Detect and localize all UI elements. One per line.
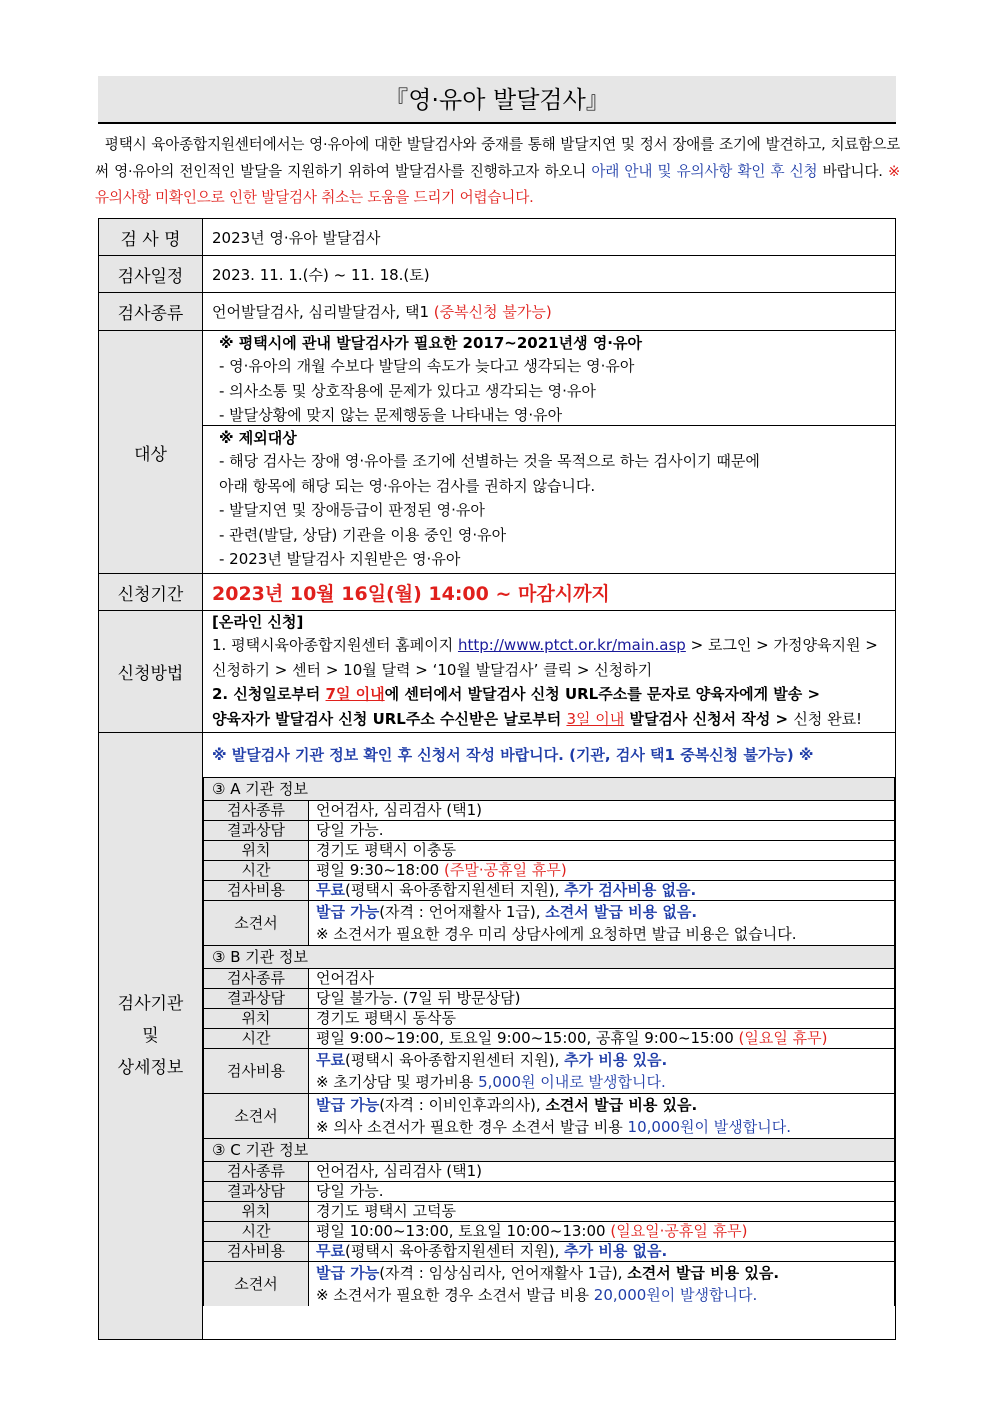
report-available: 발급 가능 [316, 1096, 380, 1114]
report-note: ※ 소견서가 필요한 경우 소견서 발급 비용 [316, 1286, 594, 1304]
label-method: 신청방법 [99, 611, 203, 733]
report-available: 발급 가능 [316, 1264, 380, 1282]
time-note: (일요일 휴무) [738, 1029, 828, 1047]
method-text: 신청 완료! [793, 709, 863, 728]
type-text: 언어발달검사, 심리발달검사, 택1 [212, 303, 434, 321]
cost-free: 무료 [316, 1242, 345, 1260]
label-result: 결과상담 [204, 989, 309, 1009]
cost-note: ※ 초기상담 및 평가비용 [316, 1073, 479, 1091]
inst-c-time [309, 1222, 895, 1242]
report-text: (자격 : 임상심리사, 언어재활사 1급), [379, 1264, 628, 1282]
time-text: 평일 9:30~18:00 [316, 861, 444, 879]
method-text: 양육자가 발달검사 신청 URL주소 수신받은 날로부터 [212, 709, 567, 728]
cost-extra: 추가 비용 없음. [564, 1242, 668, 1260]
row-target [99, 331, 896, 574]
target-head-2: ※ 제외대상 [219, 429, 297, 447]
label-result: 결과상담 [204, 821, 309, 841]
label-inst-2: 및 [142, 1026, 159, 1046]
label-institutions [99, 733, 203, 1340]
intro-warning: ※ 유의사항 미확인으로 인한 발달검사 취소는 도움을 드리기 어렵습니다. [95, 162, 900, 206]
value-type [203, 293, 896, 331]
report-cost: 소견서 발급 비용 없음. [545, 903, 698, 921]
target-head-1: ※ 평택시에 관내 발달검사가 필요한 2017~2021년생 영·유아 [219, 334, 642, 352]
value-period: 2023년 10월 16일(월) 14:00 ~ 마감시까지 [203, 574, 896, 611]
row-period [99, 574, 896, 611]
report-text: (자격 : 이비인후과의사), [379, 1096, 546, 1114]
inst-b-time [309, 1029, 895, 1049]
label-type: 검사종류 [99, 293, 203, 331]
inst-a-table [203, 777, 895, 1306]
exclude-item: - 관련(발달, 상담) 기관을 이용 중인 영·유아 [219, 525, 507, 544]
label-report: 소견서 [204, 901, 309, 946]
inst-b-result: 당일 불가능. (7일 뒤 방문상담) [309, 989, 895, 1009]
cost-text: (평택시 육아종합지원센터 지원), [344, 1051, 565, 1069]
time-note: (주말·공휴일 휴무) [444, 861, 567, 879]
inst-a-kind: 언어검사, 심리검사 (택1) [309, 801, 895, 821]
intro-text2: 바랍니다. [817, 162, 888, 180]
method-head: [온라인 신청] [212, 613, 304, 631]
label-cost: 검사비용 [204, 881, 309, 901]
report-note: ※ 의사 소견서가 필요한 경우 소견서 발급 비용 [316, 1118, 628, 1136]
label-time: 시간 [204, 861, 309, 881]
target-group-1 [203, 331, 895, 426]
cost-free: 무료 [316, 1051, 345, 1069]
exclude-item: - 발달지연 및 장애등급이 판정된 영·유아 [219, 501, 485, 519]
info-table [98, 218, 896, 1340]
report-cost: 소견서 발급 비용 있음. [545, 1096, 698, 1114]
label-kind: 검사종류 [204, 1162, 309, 1182]
inst-a-header: ③ A 기관 정보 [204, 778, 895, 801]
row-name [99, 219, 896, 256]
row-type [99, 293, 896, 331]
inst-c-result: 당일 가능. [309, 1182, 895, 1202]
exclude-item: - 2023년 발달검사 지원받은 영·유아 [219, 550, 461, 568]
cost-note-amount: 5,000원 이내로 발생합니다. [478, 1073, 666, 1091]
value-method [203, 611, 896, 733]
method-text: 에 센터에서 발달검사 신청 URL주소를 문자로 양육자에게 발송 > [384, 685, 821, 703]
deadline-3days: 3일 이내 [566, 709, 625, 728]
method-text: 발달검사 신청서 작성 > [624, 709, 794, 728]
intro-blue: 아래 안내 및 유의사항 확인 후 신청 [591, 162, 818, 180]
label-kind: 검사종류 [204, 969, 309, 989]
inst-notice: ※ 발달검사 기관 정보 확인 후 신청서 작성 바랍니다. (기관, 검사 택1 중복신청 불가능) ※ [212, 746, 814, 764]
inst-c-kind: 언어검사, 심리검사 (택1) [309, 1162, 895, 1182]
report-available: 발급 가능 [316, 903, 380, 921]
value-name: 2023년 영·유아 발달검사 [203, 219, 896, 256]
label-schedule: 검사일정 [99, 256, 203, 293]
time-text: 평일 9:00~19:00, 토요일 9:00~15:00, 공휴일 9:00~15:00 [316, 1029, 739, 1047]
report-note: ※ 소견서가 필요한 경우 미리 상담사에게 요청하면 발급 비용은 없습니다. [316, 925, 797, 943]
label-inst-3: 상세정보 [117, 1058, 184, 1078]
inst-c-header: ③ C 기관 정보 [204, 1139, 895, 1162]
value-institutions [203, 733, 896, 1340]
label-report: 소견서 [204, 1262, 309, 1307]
label-inst-1: 검사기관 [117, 994, 184, 1014]
exclude-item: 아래 항목에 해당 되는 영·유아는 검사를 권하지 않습니다. [219, 476, 596, 495]
value-target [203, 331, 896, 574]
target-item: - 의사소통 및 상호작용에 문제가 있다고 생각되는 영·유아 [219, 381, 596, 400]
method-line-3 [212, 682, 895, 707]
inst-a-location: 경기도 평택시 이충동 [309, 841, 895, 861]
row-method [99, 611, 896, 733]
inst-a-result: 당일 가능. [309, 821, 895, 841]
report-note-amount: 10,000원이 발생합니다. [627, 1118, 791, 1136]
inst-a-report [309, 901, 895, 946]
intro-paragraph [95, 132, 900, 212]
label-report: 소견서 [204, 1094, 309, 1139]
inst-c-location: 경기도 평택시 고덕동 [309, 1202, 895, 1222]
report-text: (자격 : 언어재활사 1급), [379, 903, 546, 921]
inst-c-cost [309, 1242, 895, 1262]
method-text: 1. 평택시육아종합지원센터 홈페이지 [212, 636, 458, 654]
row-institutions [99, 733, 896, 1340]
label-result: 결과상담 [204, 1182, 309, 1202]
label-cost: 검사비용 [204, 1049, 309, 1094]
inst-c-report [309, 1262, 895, 1307]
label-time: 시간 [204, 1029, 309, 1049]
method-line-1 [212, 633, 895, 658]
method-line-4 [212, 707, 895, 732]
homepage-link[interactable]: http://www.ptct.or.kr/main.asp [457, 636, 686, 654]
row-schedule [99, 256, 896, 293]
intro-text: 평택시 육아종합지원센터에서는 영·유아에 대한 발달검사와 중재를 통해 발달지연 및 정서 장애를 조기에 발견하고, 치료함으로써 영·유아의 전인적인 발달을 지원하기 위하여 발달검사를 진행하고자 하오니 [95, 136, 900, 180]
target-item: - 영·유아의 개월 수보다 발달의 속도가 늦다고 생각되는 영·유아 [219, 357, 635, 375]
label-location: 위치 [204, 1009, 309, 1029]
time-text: 평일 10:00~13:00, 토요일 10:00~13:00 [316, 1222, 611, 1240]
cost-text: (평택시 육아종합지원센터 지원), [344, 881, 565, 899]
method-line-2: 신청하기 > 센터 > 10월 달력 > ‘10월 발달검사’ 클릭 > 신청하기 [212, 660, 653, 679]
exclude-item: - 해당 검사는 장애 영·유아를 조기에 선별하는 것을 목적으로 하는 검사이기 때문에 [219, 452, 760, 470]
label-period: 신청기간 [99, 574, 203, 611]
inst-a-cost [309, 881, 895, 901]
cost-extra: 추가 비용 있음. [564, 1051, 668, 1069]
inst-b-cost [309, 1049, 895, 1094]
method-text: > 로그인 > 가정양육지원 > [685, 636, 878, 654]
label-location: 위치 [204, 1202, 309, 1222]
label-kind: 검사종류 [204, 801, 309, 821]
value-schedule: 2023. 11. 1.(수) ~ 11. 18.(토) [203, 256, 896, 293]
document-title: 『영·유아 발달검사』 [98, 76, 896, 124]
cost-text: (평택시 육아종합지원센터 지원), [344, 1242, 565, 1260]
inst-b-report [309, 1094, 895, 1139]
report-note-amount: 20,000원이 발생합니다. [593, 1286, 758, 1304]
inst-b-kind: 언어검사 [309, 969, 895, 989]
label-name: 검 사 명 [99, 219, 203, 256]
label-time: 시간 [204, 1222, 309, 1242]
inst-b-location: 경기도 평택시 동삭동 [309, 1009, 895, 1029]
target-group-2 [203, 426, 895, 572]
label-target: 대상 [99, 331, 203, 574]
report-cost: 소견서 발급 비용 있음. [627, 1264, 780, 1282]
label-location: 위치 [204, 841, 309, 861]
inst-b-header: ③ B 기관 정보 [204, 946, 895, 969]
inst-a-time [309, 861, 895, 881]
cost-extra: 추가 검사비용 없음. [564, 881, 697, 899]
deadline-7days: 7일 이내 [325, 685, 385, 703]
cost-free: 무료 [316, 881, 345, 899]
type-note: (중복신청 불가능) [433, 303, 552, 321]
time-note: (일요일·공휴일 휴무) [610, 1222, 748, 1240]
method-text: 2. 신청일로부터 [212, 685, 326, 703]
label-cost: 검사비용 [204, 1242, 309, 1262]
target-item: - 발달상황에 맞지 않는 문제행동을 나타내는 영·유아 [219, 406, 563, 424]
